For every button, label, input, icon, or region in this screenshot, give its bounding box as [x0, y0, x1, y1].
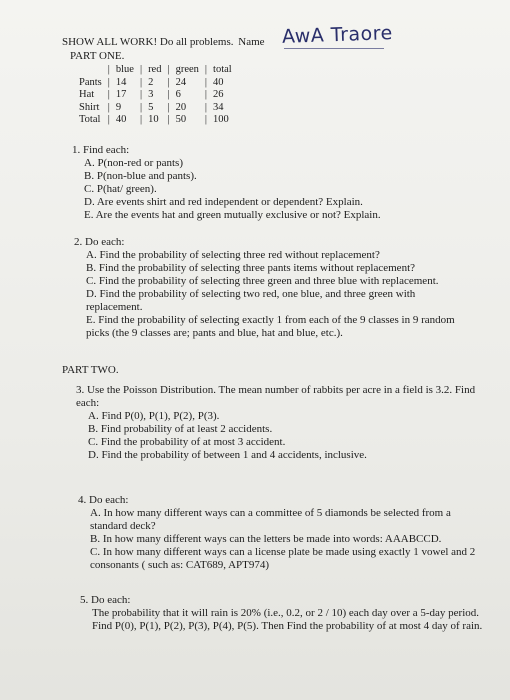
table-cell: 40	[115, 114, 127, 125]
table-cell: 34	[213, 101, 224, 113]
question-item: C. P(hat/ green).	[84, 182, 157, 195]
table-cell: 5	[148, 101, 154, 113]
contingency-table	[76, 64, 235, 127]
table-cell: 9	[115, 101, 122, 113]
question-item: D. Find the probability of selecting two red, one blue, and three green with replacement.	[86, 287, 416, 313]
question-prompt: 4. Do each:	[78, 494, 129, 506]
table-row: Hat | 17 | 3 | 6 | 26	[76, 89, 235, 102]
question-3	[76, 384, 476, 462]
question-item: B. Find probability of at least 2 accidents.	[88, 422, 273, 435]
question-4	[78, 494, 490, 572]
table-cell: 50	[175, 114, 187, 125]
question-item: A. P(non-red or pants)	[84, 156, 183, 169]
question-item: B. Find the probability of selecting three pants items without replacement?	[86, 261, 416, 274]
table-cell: 100	[213, 114, 229, 125]
question-item: E. Are the events hat and green mutually exclusive or not? Explain.	[84, 208, 381, 221]
question-item: B. In how many different ways can the letters be made into words: AAABCCD.	[90, 532, 442, 545]
question-prompt: 2. Do each:	[74, 236, 125, 248]
table-cell: 3	[148, 89, 154, 100]
table-cell: 14	[115, 76, 127, 88]
table-cell: 40	[213, 76, 224, 88]
table-row: Pants | 14 | 2 | 24 | 40	[76, 77, 235, 90]
question-prompt: 5. Do each:	[80, 594, 131, 606]
table-row: Shirt | 9 | 5 | 20 | 34	[76, 102, 235, 115]
table-cell: red	[148, 64, 162, 75]
question-item: E. Find the probability of selecting exactly 1 from each of the 9 classes in 9 random picks (the 9 classes are; pants and blue, hat and blue, etc.).	[86, 313, 455, 339]
table-cell: Hat	[79, 89, 95, 100]
question-item: D. Are events shirt and red independent or dependent? Explain.	[84, 195, 363, 208]
question-5	[80, 594, 492, 633]
table-cell: Pants	[79, 76, 102, 88]
part-two-heading: PART TWO.	[62, 364, 119, 376]
question-item: A. Find the probability of selecting three red without replacement?	[86, 248, 380, 261]
table-cell: 20	[175, 101, 187, 113]
question-item: D. Find the probability of between 1 and 4 accidents, inclusive.	[88, 448, 367, 461]
question-prompt: 3. Use the Poisson Distribution. The mean number of rabbits per acre in a field is 3.2. Find each:	[76, 384, 476, 409]
table-cell: 6	[175, 89, 181, 100]
table-cell: 26	[213, 89, 224, 100]
question-prompt: 1. Find each:	[72, 144, 130, 156]
table-cell	[76, 64, 105, 77]
question-1	[72, 144, 381, 222]
table-cell: Shirt	[79, 101, 100, 113]
question-item: C. Find the probability of at most 3 accident.	[88, 435, 286, 448]
header-line	[62, 36, 265, 49]
name-label: Name	[238, 36, 265, 48]
table-cell: 10	[148, 114, 159, 125]
handwritten-name: AwA Traore	[281, 22, 394, 48]
header-instructions: SHOW ALL WORK! Do all problems.	[62, 36, 234, 48]
question-item: A. Find P(0), P(1), P(2), P(3).	[88, 409, 220, 422]
table-cell: 24	[175, 76, 187, 88]
question-item: C. In how many different ways can a license plate be made using exactly 1 vowel and 2 consonants ( such as: CAT689, APT974)	[90, 545, 476, 571]
table-row: Total | 40 | 10 | 50 | 100	[76, 114, 235, 127]
table-cell: 17	[115, 89, 127, 100]
table-cell: 2	[148, 76, 154, 88]
question-item: C. Find the probability of selecting three green and three blue with replacement.	[86, 274, 439, 287]
table-cell: total	[213, 64, 232, 75]
table-cell: green	[175, 64, 199, 75]
part-one-heading: PART ONE.	[70, 50, 125, 62]
question-item: A. In how many different ways can a committee of 5 diamonds be selected from a standard deck?	[90, 506, 451, 532]
question-2	[74, 236, 474, 340]
question-body: The probability that it will rain is 20% (i.e., 0.2, or 2 / 10) each day over a 5-day period. Find P(0), P(1), P(2), P(3), P(4), P(5). Then Find the probability of at most 4 day of rain.	[92, 606, 483, 632]
name-underline	[284, 48, 384, 49]
question-item: B. P(non-blue and pants).	[84, 169, 197, 182]
table-cell: blue	[115, 64, 134, 75]
table-header-row: | blue | red | green | total	[76, 64, 235, 77]
table-cell: Total	[79, 114, 101, 125]
